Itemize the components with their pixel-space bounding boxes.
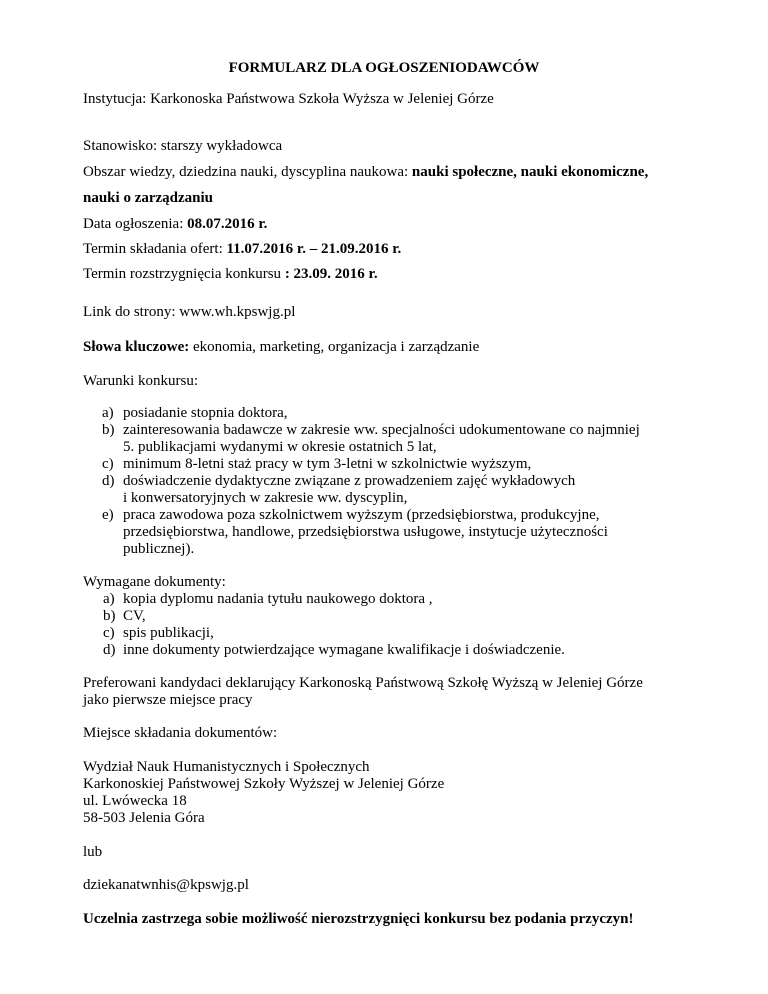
conditions-heading: Warunki konkursu:: [83, 373, 199, 389]
page-title: FORMULARZ DLA OGŁOSZENIODAWCÓW: [228, 60, 540, 76]
list-item: [102, 507, 600, 524]
list-item: [103, 608, 146, 625]
address-line-3: ul. Lwówecka 18: [83, 793, 187, 809]
or-text: lub: [83, 844, 103, 860]
list-item: [103, 591, 433, 608]
list-item: [102, 456, 531, 473]
resolution-date-value: : 23.09. 2016 r.: [284, 266, 378, 282]
address-line-1: Wydział Nauk Humanistycznych i Społecznych: [83, 759, 370, 775]
list-item-text: inne dokumenty potwierdzające wymagane kwalifikacje i doświadczenie.: [123, 642, 565, 658]
list-item-text: posiadanie stopnia doktora,: [123, 405, 288, 421]
list-marker: d): [103, 642, 116, 658]
submission-period-label: Termin składania ofert:: [83, 241, 227, 257]
website-link[interactable]: Link do strony: www.wh.kpswjg.pl: [83, 304, 296, 320]
list-item-text: doświadczenie dydaktyczne związane z prowadzeniem zajęć wykładowych: [123, 473, 576, 489]
keywords-label: Słowa kluczowe:: [83, 339, 190, 355]
preferred-line-2: jako pierwsze miejsce pracy: [83, 692, 253, 708]
list-item-text: CV,: [123, 608, 146, 624]
disclaimer-text: Uczelnia zastrzega sobie możliwość nierozstrzygnięci konkursu bez podania przyczyn!: [83, 911, 634, 927]
announcement-date-line: [83, 216, 267, 233]
list-marker: d): [102, 473, 115, 489]
keywords-line: [83, 339, 479, 356]
list-item: [103, 642, 565, 659]
resolution-date-label: Termin rozstrzygnięcia konkursu: [83, 266, 285, 282]
field-line: [83, 164, 648, 181]
announcement-date-label: Data ogłoszenia:: [83, 216, 188, 232]
list-marker: e): [102, 507, 114, 523]
address-line-2: Karkonoskiej Państwowej Szkoły Wyższej w Jeleniej Górze: [83, 776, 445, 792]
list-item-text: minimum 8-letni staż pracy w tym 3-letni w szkolnictwie wyższym,: [123, 456, 532, 472]
field-label: Obszar wiedzy, dziedzina nauki, dyscyplina naukowa:: [83, 164, 412, 180]
list-item-continuation: 5. publikacjami wydanymi w okresie ostatnich 5 lat,: [123, 439, 437, 455]
list-marker: a): [102, 405, 114, 421]
list-item: [103, 625, 214, 642]
list-item-text: praca zawodowa poza szkolnictwem wyższym (przedsiębiorstwa, produkcyjne,: [123, 507, 600, 523]
disclaimer: [83, 911, 634, 928]
preferred-line-1: Preferowani kandydaci deklarujący Karkonoską Państwową Szkołę Wyższą w Jeleniej Górze: [83, 675, 643, 691]
list-item-text: zainteresowania badawcze w zakresie ww. specjalności udokumentowane co najmniej: [123, 422, 640, 438]
field-value-2: nauki o zarządzaniu: [83, 190, 214, 206]
list-marker: c): [102, 456, 114, 472]
field-line-2: [83, 190, 213, 207]
position-line: Stanowisko: starszy wykładowca: [83, 138, 283, 154]
list-item: [102, 473, 575, 490]
submission-place-heading: Miejsce składania dokumentów:: [83, 725, 278, 741]
email-link[interactable]: dziekanatwnhis@kpswjg.pl: [83, 877, 249, 893]
submission-period-line: [83, 241, 401, 258]
keywords-value: ekonomia, marketing, organizacja i zarządzanie: [189, 339, 480, 355]
list-item-continuation: i konwersatoryjnych w zakresie ww. dyscyplin,: [123, 490, 408, 506]
list-item-text: kopia dyplomu nadania tytułu naukowego doktora ,: [123, 591, 433, 607]
list-marker: a): [103, 591, 115, 607]
list-marker: b): [103, 608, 116, 624]
list-item-text: spis publikacji,: [123, 625, 214, 641]
list-marker: b): [102, 422, 115, 438]
documents-heading: Wymagane dokumenty:: [83, 574, 226, 590]
list-item: [102, 405, 288, 422]
list-item-continuation: przedsiębiorstwa, handlowe, przedsiębiorstwa usługowe, instytucje użyteczności: [123, 524, 608, 540]
institution-line: Instytucja: Karkonoska Państwowa Szkoła Wyższa w Jeleniej Górze: [83, 91, 494, 107]
announcement-date-value: 08.07.2016 r.: [187, 216, 268, 232]
list-marker: c): [103, 625, 115, 641]
address-line-4: 58-503 Jelenia Góra: [83, 810, 205, 826]
resolution-date-line: [83, 266, 378, 283]
field-value: nauki społeczne, nauki ekonomiczne,: [411, 164, 649, 180]
list-item: [102, 422, 640, 439]
submission-period-value: 11.07.2016 r. – 21.09.2016 r.: [226, 241, 402, 257]
list-item-continuation: publicznej).: [123, 541, 195, 557]
